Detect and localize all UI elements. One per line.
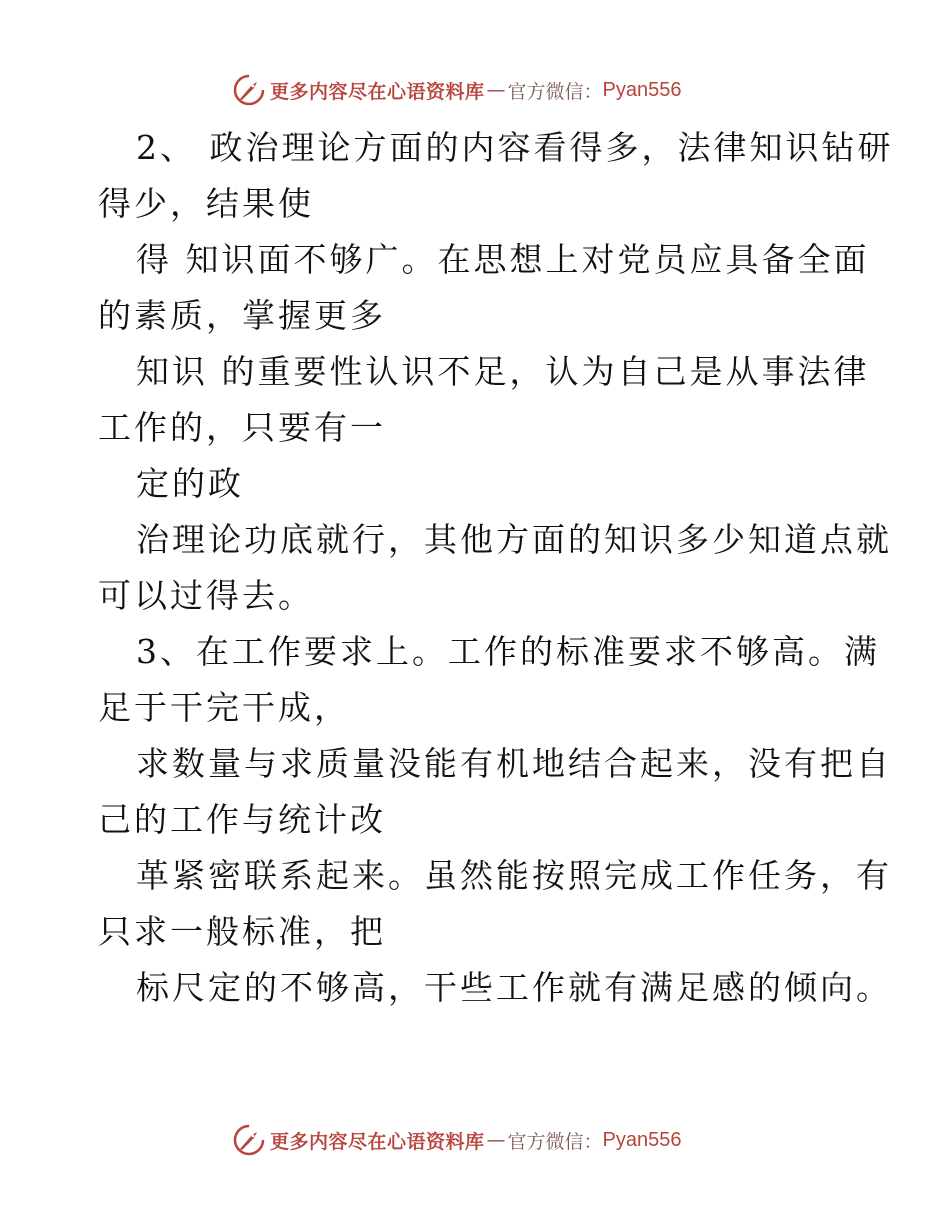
text-line: 定的政 [136,464,244,503]
banner-dash: — [486,1129,506,1151]
pen-nib-logo-icon [232,73,266,107]
header-banner [232,72,682,108]
banner-slogan: 更多内容尽在心语资料库 [270,1130,485,1153]
text-line: 的素质，掌握更多 [98,296,386,335]
text-line: 革紧密联系起来。虽然能按照完成工作任务，有 [136,856,892,895]
text-line: 只求一般标准，把 [98,912,386,951]
text-line: 得 知识面不够广。在思想上对党员应具备全面 [136,240,870,279]
banner-wechat-id: Pyan556 [602,78,682,101]
footer-banner [232,1122,682,1158]
text-line: 工作的，只要有一 [98,408,386,447]
text-line: 可以过得去。 [98,576,314,615]
text-line: 足于干完干成， [98,688,350,727]
banner-dash: — [486,79,506,101]
text-line: 得少，结果使 [98,184,314,223]
text-line: 己的工作与统计改 [98,800,386,839]
text-line: 治理论功底就行，其他方面的知识多少知道点就 [136,520,892,559]
body-text [98,120,894,1016]
text-line: 求数量与求质量没能有机地结合起来，没有把自 [136,744,892,783]
banner-official-label: 官方微信： [507,1130,603,1153]
text-line: 2、 政治理论方面的内容看得多，法律知识钻研 [136,128,894,167]
text-line: 知识 的重要性认识不足，认为自己是从事法律 [136,352,870,391]
text-line: 标尺定的不够高，干些工作就有满足感的倾向。 [136,968,892,1007]
text-line: 3、在工作要求上。工作的标准要求不够高。满 [136,632,880,671]
pen-nib-logo-icon [232,1123,266,1157]
banner-slogan: 更多内容尽在心语资料库 [270,80,485,103]
banner-wechat-id: Pyan556 [602,1128,682,1151]
banner-official-label: 官方微信： [507,80,603,103]
